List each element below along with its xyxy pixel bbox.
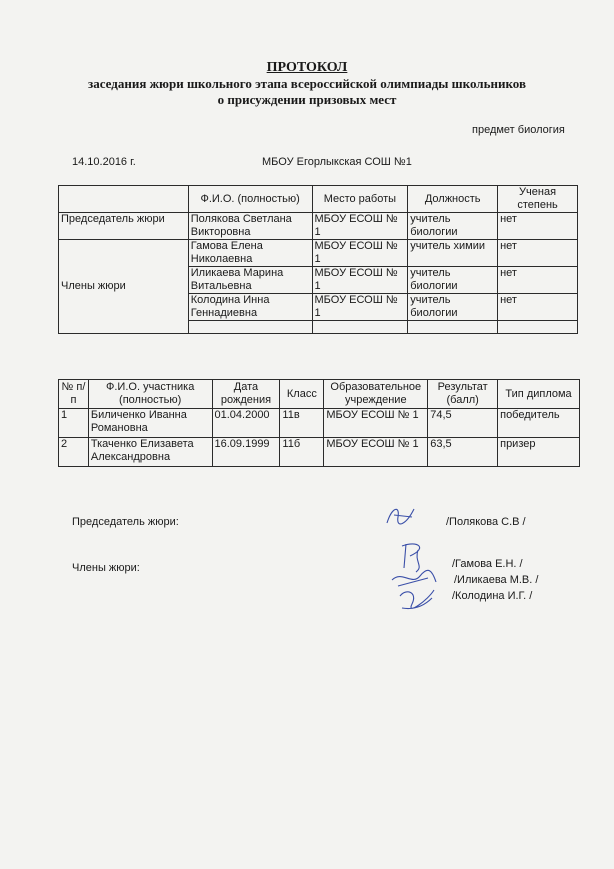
winners-table-header	[59, 380, 580, 409]
chair-signature-scribble	[384, 503, 420, 529]
jury-work: МБОУ ЕСОШ № 1	[312, 267, 408, 294]
document-date: 14.10.2016 г.	[72, 156, 136, 168]
member1-signature-name: /Гамова Е.Н. /	[452, 558, 523, 570]
member2-signature-name: /Иликаева М.В. /	[454, 574, 539, 586]
winner-name: Биличенко Иванна Романовна	[88, 409, 212, 438]
jury-role-chair: Председатель жюри	[59, 213, 189, 240]
winner-birth: 01.04.2000	[212, 409, 280, 438]
members-signature-label: Члены жюри:	[72, 562, 140, 574]
chair-signature-label: Председатель жюри:	[72, 516, 179, 528]
jury-degree: нет	[498, 213, 578, 240]
member3-signature-name: /Колодина И.Г. /	[452, 590, 533, 602]
jury-position: учитель биологии	[408, 213, 498, 240]
winner-diploma: победитель	[498, 409, 580, 438]
document-subtitle: заседания жюри школьного этапа всероссийской олимпиады школьников	[88, 76, 526, 91]
jury-position: учитель биологии	[408, 294, 498, 321]
document-subtitle-2: о присуждении призовых мест	[217, 92, 397, 107]
winner-num: 1	[59, 409, 89, 438]
winners-header-name: Ф.И.О. участника (полностью)	[88, 380, 212, 409]
winner-school: МБОУ ЕСОШ № 1	[324, 409, 428, 438]
jury-name: Колодина Инна Геннадиевна	[188, 294, 312, 321]
jury-degree: нет	[498, 267, 578, 294]
table-row	[59, 409, 580, 438]
winner-diploma: призер	[498, 438, 580, 467]
winners-header-score: Результат (балл)	[428, 380, 498, 409]
jury-work: МБОУ ЕСОШ № 1	[312, 240, 408, 267]
members-signature-scribble	[388, 540, 444, 614]
jury-work: МБОУ ЕСОШ № 1	[312, 213, 408, 240]
jury-table-header	[59, 186, 578, 213]
jury-position: учитель химии	[408, 240, 498, 267]
jury-work: МБОУ ЕСОШ № 1	[312, 294, 408, 321]
winner-grade: 11б	[280, 438, 324, 467]
jury-header-work: Место работы	[312, 186, 408, 213]
jury-name: Гамова Елена Николаевна	[188, 240, 312, 267]
table-row	[59, 240, 578, 267]
table-row	[59, 213, 578, 240]
winners-header-birth: Дата рождения	[212, 380, 280, 409]
jury-header-position: Должность	[408, 186, 498, 213]
jury-position: учитель биологии	[408, 267, 498, 294]
winner-num: 2	[59, 438, 89, 467]
school-name: МБОУ Егорлыкская СОШ №1	[262, 156, 412, 168]
jury-degree: нет	[498, 240, 578, 267]
jury-header-degree: Ученая степень	[498, 186, 578, 213]
winner-name: Ткаченко Елизавета Александровна	[88, 438, 212, 467]
subject-label: предмет биология	[472, 124, 565, 136]
winners-table	[58, 379, 580, 467]
winner-birth: 16.09.1999	[212, 438, 280, 467]
winners-header-num: № п/п	[59, 380, 89, 409]
jury-degree: нет	[498, 294, 578, 321]
jury-header-role	[59, 186, 189, 213]
jury-name: Полякова Светлана Викторовна	[188, 213, 312, 240]
jury-role-members: Члены жюри	[59, 240, 189, 334]
winners-header-school: Образовательное учреждение	[324, 380, 428, 409]
jury-name: Иликаева Марина Витальевна	[188, 267, 312, 294]
winners-header-grade: Класс	[280, 380, 324, 409]
jury-header-name: Ф.И.О. (полностью)	[188, 186, 312, 213]
winners-header-diploma: Тип диплома	[498, 380, 580, 409]
chair-signature-name: /Полякова С.В /	[446, 516, 526, 528]
table-row	[59, 438, 580, 467]
winner-score: 74,5	[428, 409, 498, 438]
winner-score: 63,5	[428, 438, 498, 467]
winner-school: МБОУ ЕСОШ № 1	[324, 438, 428, 467]
jury-table	[58, 185, 578, 334]
document-title: ПРОТОКОЛ	[266, 60, 348, 75]
winner-grade: 11в	[280, 409, 324, 438]
